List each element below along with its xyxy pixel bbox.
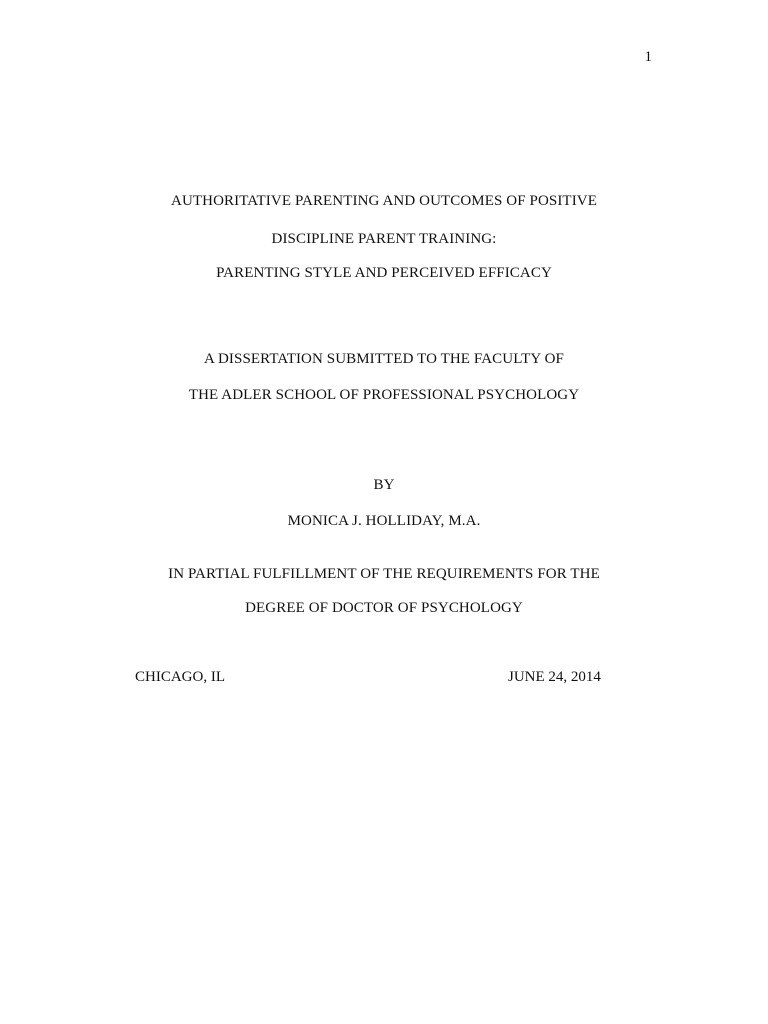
title-line-2: DISCIPLINE PARENT TRAINING: bbox=[271, 231, 497, 247]
date: JUNE 24, 2014 bbox=[508, 669, 601, 685]
fulfillment-line-2: DEGREE OF DOCTOR OF PSYCHOLOGY bbox=[245, 600, 523, 616]
by-label: BY bbox=[373, 477, 395, 493]
submission-line-1: A DISSERTATION SUBMITTED TO THE FACULTY OF bbox=[204, 351, 564, 367]
page-number: 1 bbox=[644, 49, 652, 65]
submission-line-2: THE ADLER SCHOOL OF PROFESSIONAL PSYCHOLOGY bbox=[188, 387, 580, 403]
location: CHICAGO, IL bbox=[135, 669, 225, 685]
title-line-3: PARENTING STYLE AND PERCEIVED EFFICACY bbox=[216, 265, 552, 281]
title-line-1: AUTHORITATIVE PARENTING AND OUTCOMES OF POSITIVE bbox=[171, 193, 597, 209]
fulfillment-line-1: IN PARTIAL FULFILLMENT OF THE REQUIREMENTS FOR THE bbox=[168, 566, 600, 582]
author-name: MONICA J. HOLLIDAY, M.A. bbox=[287, 513, 481, 529]
